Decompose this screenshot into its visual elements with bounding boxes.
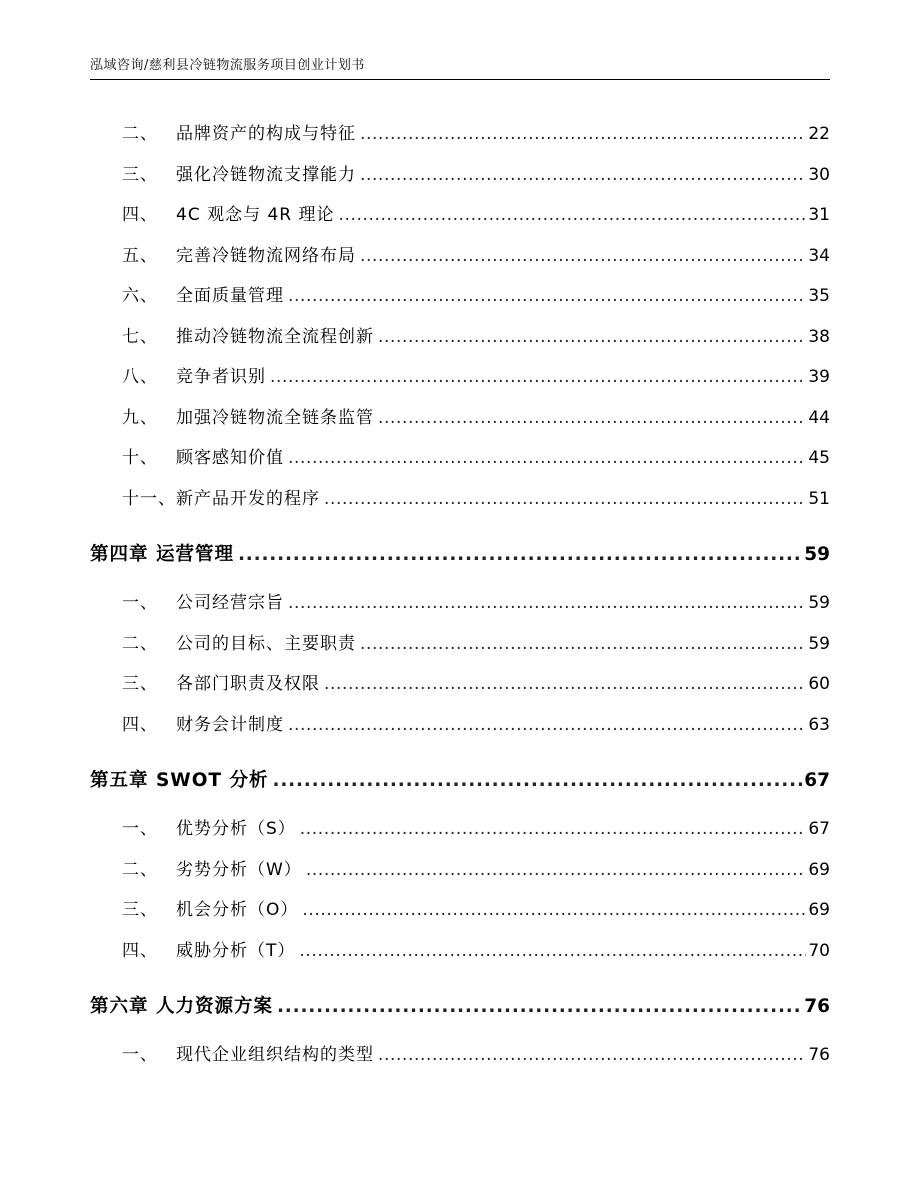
dot-leader xyxy=(378,398,806,439)
dot-leader xyxy=(360,236,806,277)
toc-section-entry[interactable] xyxy=(90,317,830,358)
toc-page-number: 31 xyxy=(808,205,830,225)
dot-leader xyxy=(306,850,807,891)
toc-entry-number: 五、 xyxy=(122,245,158,266)
toc-section-entry[interactable] xyxy=(90,890,830,931)
toc-section-entry[interactable] xyxy=(90,583,830,624)
toc-page-number: 39 xyxy=(808,367,830,387)
dot-leader xyxy=(378,1035,806,1076)
toc-entry-title: 机会分析（O） xyxy=(176,900,299,920)
toc-page-number: 76 xyxy=(804,996,830,1017)
toc-page-number: 67 xyxy=(804,770,830,791)
toc-chapter-entry[interactable] xyxy=(90,759,830,803)
toc-page-number: 76 xyxy=(808,1045,830,1065)
toc-entry-title: 优势分析（S） xyxy=(176,819,296,839)
toc-page-number: 59 xyxy=(808,633,830,654)
toc-section-entry[interactable] xyxy=(90,155,830,196)
toc-entry-title: SWOT 分析 xyxy=(155,770,269,791)
toc-page-number: 67 xyxy=(808,819,830,839)
dot-leader xyxy=(270,357,806,398)
toc-entry-label xyxy=(122,890,298,931)
toc-entry-title: 人力资源方案 xyxy=(155,996,273,1017)
toc-entry-number: 三、 xyxy=(122,674,158,694)
toc-entry-number: 三、 xyxy=(122,164,158,185)
dot-leader xyxy=(300,809,807,850)
toc-entry-title: 强化冷链物流支撑能力 xyxy=(176,164,356,185)
toc-section-entry[interactable] xyxy=(90,705,830,746)
toc-entry-number: 一、 xyxy=(122,819,158,839)
toc-entry-label xyxy=(122,931,295,972)
dot-leader xyxy=(339,195,807,236)
toc-section-entry[interactable] xyxy=(90,1035,830,1076)
toc-page-number: 30 xyxy=(808,164,830,185)
toc-entry-label xyxy=(122,114,356,155)
toc-entry-number: 第四章 xyxy=(90,544,149,565)
toc-entry-title: 各部门职责及权限 xyxy=(176,674,320,694)
toc-entry-title: 竞争者识别 xyxy=(176,367,266,387)
toc-entry-number: 七、 xyxy=(122,326,158,347)
dot-leader xyxy=(288,705,806,746)
toc-entry-label xyxy=(122,850,302,891)
toc-entry-title: 4C 观念与 4R 理论 xyxy=(176,205,335,225)
toc-entry-title: 完善冷链物流网络布局 xyxy=(176,245,356,266)
dot-leader xyxy=(273,759,803,803)
toc-entry-title: 全面质量管理 xyxy=(176,286,284,306)
toc-page-number: 69 xyxy=(808,859,830,880)
toc-entry-label xyxy=(90,985,273,1029)
toc-page-number: 44 xyxy=(808,407,830,428)
toc-entry-title: 加强冷链物流全链条监管 xyxy=(176,407,374,428)
toc-entry-number: 第六章 xyxy=(90,996,149,1017)
toc-section-entry[interactable] xyxy=(90,664,830,705)
toc-page-number: 45 xyxy=(808,448,830,468)
toc-entry-number: 十、 xyxy=(122,448,158,468)
toc-entry-label xyxy=(122,195,335,236)
toc-entry-label xyxy=(122,1035,374,1076)
header-rule xyxy=(90,79,830,80)
toc-page-number: 38 xyxy=(808,326,830,347)
dot-leader xyxy=(360,624,806,665)
toc-entry-label xyxy=(122,317,374,358)
toc-entry-label xyxy=(122,357,266,398)
toc-page-number: 59 xyxy=(804,544,830,565)
toc-entry-label xyxy=(122,583,284,624)
toc-entry-number: 九、 xyxy=(122,407,158,428)
toc-entry-number: 六、 xyxy=(122,286,158,306)
toc-entry-number: 二、 xyxy=(122,124,158,144)
toc-section-entry[interactable] xyxy=(90,357,830,398)
toc-entry-title: 财务会计制度 xyxy=(176,714,284,735)
toc-entry-title: 现代企业组织结构的类型 xyxy=(176,1045,374,1065)
toc-entry-number: 二、 xyxy=(122,859,158,880)
toc-entry-title: 品牌资产的构成与特征 xyxy=(176,124,356,144)
toc-section-entry[interactable] xyxy=(90,624,830,665)
toc-entry-label xyxy=(122,479,320,520)
dot-leader xyxy=(378,317,806,358)
toc-entry-label xyxy=(122,624,356,665)
toc-entry-label xyxy=(90,759,269,803)
toc-page-number: 69 xyxy=(808,900,830,920)
toc-entry-number: 一、 xyxy=(122,1045,158,1065)
toc-section-entry[interactable] xyxy=(90,398,830,439)
toc-page-number: 59 xyxy=(808,593,830,613)
toc-entry-number: 四、 xyxy=(122,940,158,961)
dot-leader xyxy=(288,583,806,624)
toc-entry-title: 顾客感知价值 xyxy=(176,448,284,468)
toc-entry-title: 运营管理 xyxy=(155,544,234,565)
toc-section-entry[interactable] xyxy=(90,809,830,850)
toc-entry-label xyxy=(122,276,284,317)
dot-leader xyxy=(238,533,802,577)
toc-section-entry[interactable] xyxy=(90,479,830,520)
dot-leader xyxy=(299,931,806,972)
toc-entry-label xyxy=(122,809,296,850)
toc-section-entry[interactable] xyxy=(90,438,830,479)
toc-entry-title: 公司经营宗旨 xyxy=(176,593,284,613)
running-header: 泓域咨询/慈利县冷链物流服务项目创业计划书 xyxy=(90,58,365,73)
dot-leader xyxy=(360,155,806,196)
toc-entry-title: 新产品开发的程序 xyxy=(176,488,320,509)
toc-section-entry[interactable] xyxy=(90,195,830,236)
toc-section-entry[interactable] xyxy=(90,931,830,972)
toc-entry-label xyxy=(122,155,356,196)
toc-entry-title: 劣势分析（W） xyxy=(176,859,302,880)
toc-entry-number: 一、 xyxy=(122,593,158,613)
toc-page-number: 63 xyxy=(808,714,830,735)
toc-section-entry[interactable] xyxy=(90,114,830,155)
toc-page-number: 51 xyxy=(808,488,830,509)
toc-entry-label xyxy=(122,705,284,746)
toc-entry-label xyxy=(90,533,234,577)
toc-section-entry[interactable] xyxy=(90,276,830,317)
toc-entry-title: 推动冷链物流全流程创新 xyxy=(176,326,374,347)
toc-entry-label xyxy=(122,236,356,277)
dot-leader xyxy=(277,985,802,1029)
toc-page-number: 60 xyxy=(808,674,830,694)
dot-leader xyxy=(324,664,806,705)
toc-page-number: 70 xyxy=(808,940,830,961)
toc-entry-number: 十一、 xyxy=(122,488,176,509)
toc-page-number: 22 xyxy=(808,124,830,144)
toc-entry-title: 威胁分析（T） xyxy=(176,940,296,961)
toc-chapter-entry[interactable] xyxy=(90,985,830,1029)
toc-entry-label xyxy=(122,438,284,479)
toc-entry-label xyxy=(122,664,320,705)
dot-leader xyxy=(302,890,806,931)
toc-page-number: 35 xyxy=(808,286,830,306)
dot-leader xyxy=(288,438,806,479)
toc-section-entry[interactable] xyxy=(90,236,830,277)
toc-page-number: 34 xyxy=(808,245,830,266)
dot-leader xyxy=(360,114,806,155)
table-of-contents xyxy=(90,114,830,1076)
toc-entry-number: 八、 xyxy=(122,367,158,387)
toc-entry-number: 四、 xyxy=(122,205,158,225)
toc-entry-number: 第五章 xyxy=(90,770,149,791)
toc-entry-number: 四、 xyxy=(122,714,158,735)
toc-entry-number: 二、 xyxy=(122,633,158,654)
toc-entry-label xyxy=(122,398,374,439)
toc-section-entry[interactable] xyxy=(90,850,830,891)
dot-leader xyxy=(324,479,806,520)
toc-entry-number: 三、 xyxy=(122,900,158,920)
toc-entry-title: 公司的目标、主要职责 xyxy=(176,633,356,654)
toc-chapter-entry[interactable] xyxy=(90,533,830,577)
dot-leader xyxy=(288,276,806,317)
